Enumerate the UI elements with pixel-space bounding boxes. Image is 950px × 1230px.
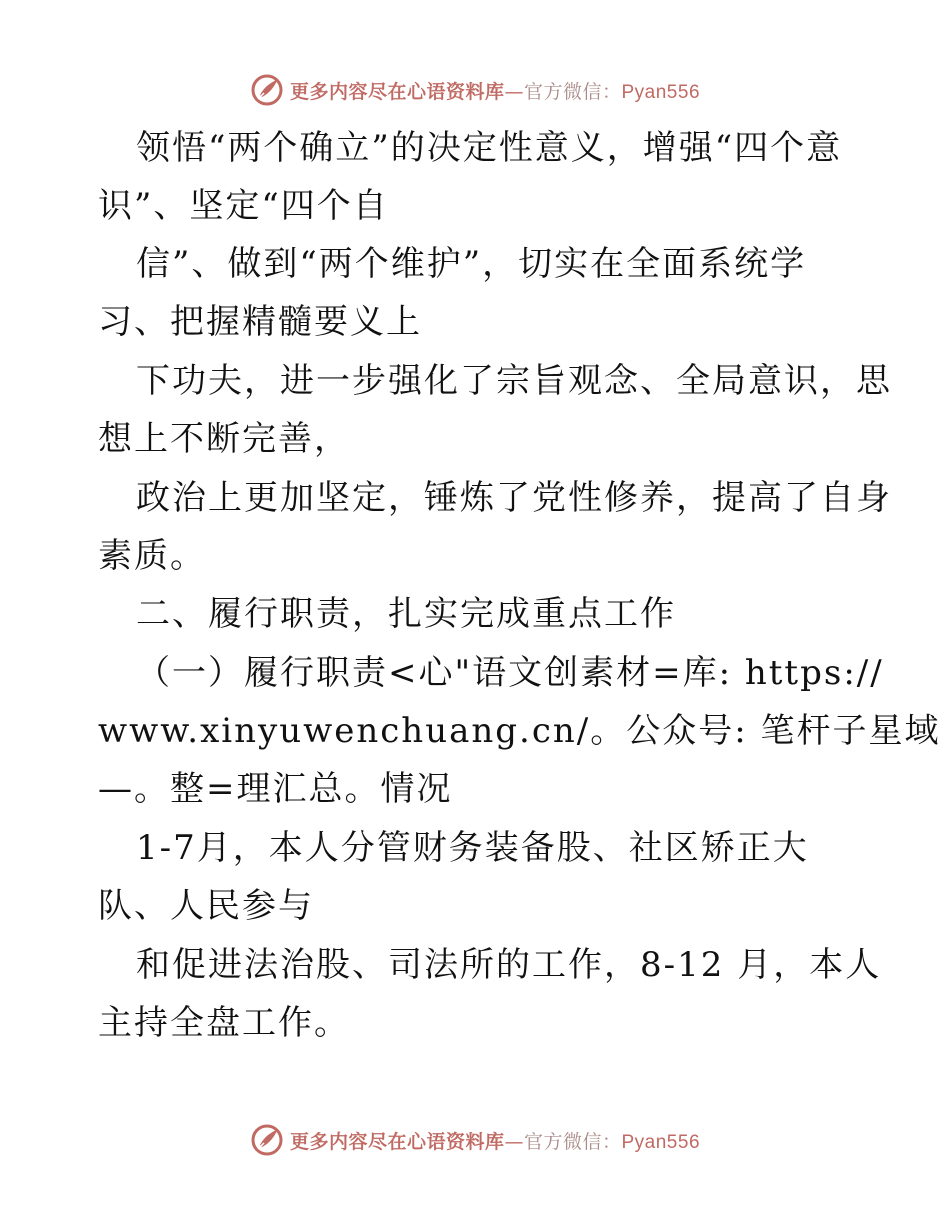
text-line: 素质。: [98, 536, 206, 576]
banner-separator: —: [504, 1130, 524, 1153]
text-line: 领悟“两个确立”的决定性意义，增强“四个意: [136, 128, 843, 168]
text-line: 习、把握精髓要义上: [98, 302, 422, 342]
text-line: www.xinyuwenchuang.cn/。公众号: 笔杆子星域: [98, 711, 941, 751]
text-line: （一）履行职责<心"语文创素材=库: https://: [136, 653, 884, 693]
quill-heart-icon: [250, 1123, 284, 1157]
banner-wechat-label: 官方微信：: [523, 80, 622, 103]
banner-wechat-id: Pyan556: [621, 81, 701, 103]
footer-banner: [0, 1120, 950, 1160]
banner-title: 更多内容尽在心语资料库: [289, 1130, 505, 1153]
text-line: 1-7月，本人分管财务装备股、社区矫正大: [136, 828, 809, 868]
text-line: 识”、坚定“四个自: [98, 186, 389, 226]
banner-wechat-label: 官方微信：: [523, 1130, 622, 1153]
text-line: 政治上更加坚定，锤炼了党性修养，提高了自身: [136, 478, 892, 518]
header-banner: [0, 70, 950, 110]
text-line: 信”、做到“两个维护”，切实在全面系统学: [136, 244, 807, 284]
banner-title: 更多内容尽在心语资料库: [289, 80, 505, 103]
text-line: 主持全盘工作。: [98, 1003, 350, 1043]
text-line: 想上不断完善，: [98, 419, 350, 459]
text-line: —。整=理汇总。情况: [98, 769, 453, 809]
banner-separator: —: [504, 80, 524, 103]
quill-heart-icon: [250, 73, 284, 107]
text-line: 和促进法治股、司法所的工作，8-12 月，本人: [136, 945, 882, 985]
text-line: 下功夫，进一步强化了宗旨观念、全局意识，思: [136, 361, 892, 401]
section-heading: 二、履行职责，扎实完成重点工作: [136, 594, 676, 634]
text-line: 队、人民参与: [98, 886, 314, 926]
banner-wechat-id: Pyan556: [621, 1131, 701, 1153]
